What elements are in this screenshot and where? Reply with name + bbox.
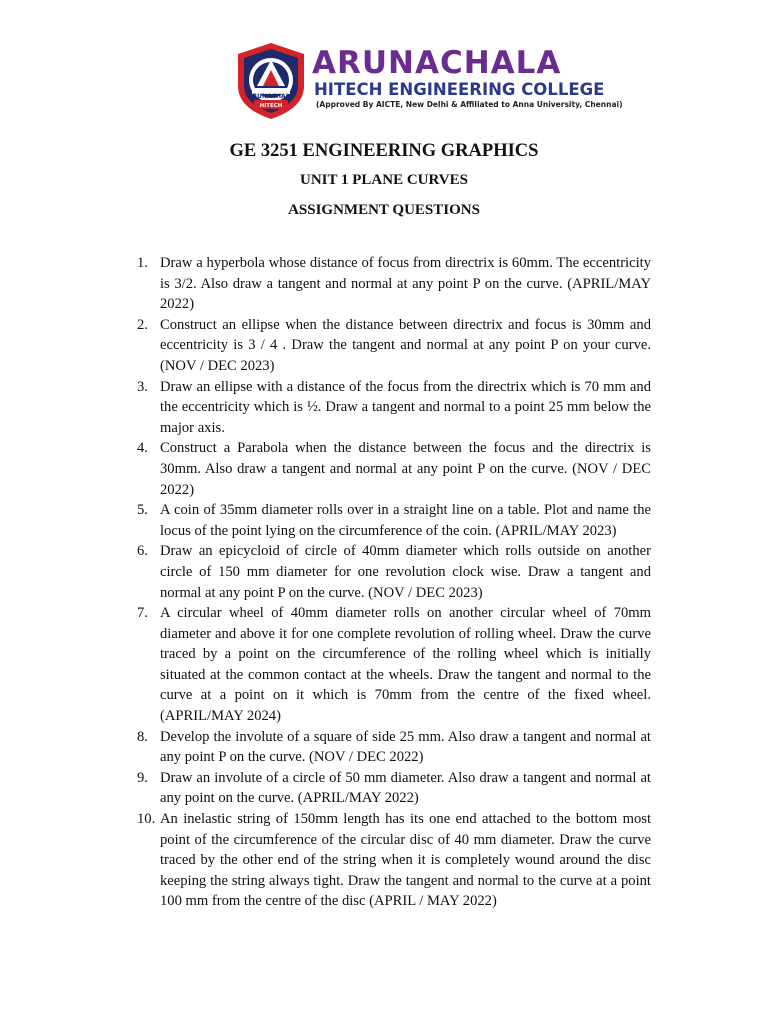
- question-number: 10.: [137, 811, 156, 828]
- emblem-banner-text: HITECH: [259, 103, 283, 109]
- question-text: Draw an epicycloid of circle of 40mm diameter which rolls outside on another circle of 150 mm diameter for one revolution clock wise. Draw a tangent and normal at any point P on the curve. (NOV / DEC 2023): [160, 543, 651, 601]
- question-number: 1.: [137, 255, 148, 271]
- question-number: 8.: [137, 728, 148, 745]
- college-subtitle: HITECH ENGINEERING COLLEGE: [314, 80, 605, 99]
- question-number: 9.: [137, 769, 148, 786]
- question-text: Draw an involute of a circle of 50 mm diameter. Also draw a tangent and normal at any point on the curve. (APRIL/MAY 2022): [160, 769, 651, 807]
- question-text: Develop the involute of a square of side 25 mm. Also draw a tangent and normal at any point P on the curve. (NOV / DEC 2022): [160, 728, 651, 766]
- question-number: 4.: [137, 440, 148, 457]
- question-number: 3.: [137, 378, 148, 395]
- college-approval-note: (Approved By AICTE, New Delhi & Affiliated to Anna University, Chennai): [316, 100, 623, 109]
- question-text: A coin of 35mm diameter rolls over in a straight line on a table. Plot and name the locus of the point lying on the circumference of the coin. (APRIL/MAY 2023): [160, 502, 651, 539]
- section-title: ASSIGNMENT QUESTIONS: [288, 202, 480, 218]
- question-text: An inelastic string of 150mm length has its one end attached to the bottom most point of the circumference of the circular disc of 40 mm diameter. Draw the curve traced by the other end of the string when it is completely wound around the disc keeping the string always tight. Draw the tangent and normal to the curve at a point 100 mm from the centre of the disc (APRIL / MAY 2022): [160, 811, 651, 910]
- question-item: [137, 727, 651, 768]
- question-text: Draw a hyperbola whose distance of focus from directrix is 60mm. The eccentricity is 3/2. Also draw a tangent and normal at any point P on the curve. (APRIL/MAY 2022): [160, 255, 651, 313]
- question-number: 2.: [137, 316, 148, 333]
- unit-title: UNIT 1 PLANE CURVES: [300, 172, 468, 188]
- question-number: 6.: [137, 543, 148, 560]
- question-item: [137, 438, 651, 500]
- question-item: [137, 768, 651, 809]
- question-item: [137, 377, 651, 439]
- college-emblem-icon: [232, 40, 310, 122]
- question-text: Construct a Parabola when the distance between the focus and the directrix is 30mm. Also draw a tangent and normal at any point P on the curve. (NOV / DEC 2022): [160, 440, 651, 498]
- question-item: [137, 809, 651, 912]
- question-text: Construct an ellipse when the distance between directrix and focus is 30mm and eccentricity is 3 / 4 . Draw the tangent and normal at any point P on your curve. (NOV / DEC 2023): [160, 316, 651, 374]
- question-item: [137, 603, 651, 727]
- course-title: GE 3251 ENGINEERING GRAPHICS: [229, 141, 539, 161]
- college-logo: [232, 40, 623, 122]
- question-item: [137, 253, 651, 315]
- emblem-ring-text: ARUNACHALA: [247, 93, 295, 100]
- question-text: Draw an ellipse with a distance of the focus from the directrix which is 70 mm and the eccentricity which is ½. Draw a tangent and normal to a point 25 mm below the major axis.: [160, 378, 651, 436]
- question-text: A circular wheel of 40mm diameter rolls on another circular wheel of 70mm diameter and above it for one complete revolution of rolling wheel. Draw the curve traced by a point on the circumference of the rolling wheel which is initially situated at the common contact at the wheels. Draw the tangent and normal to the curve at a point on it which is 70mm from the centre of the fixed wheel. (APRIL/MAY 2024): [160, 605, 651, 725]
- question-number: 7.: [137, 605, 148, 622]
- question-item: [137, 315, 651, 377]
- question-list: [137, 253, 651, 912]
- college-name: ARUNACHALA: [312, 45, 562, 81]
- question-number: 5.: [137, 502, 148, 519]
- question-item: [137, 500, 651, 541]
- question-item: [137, 541, 651, 603]
